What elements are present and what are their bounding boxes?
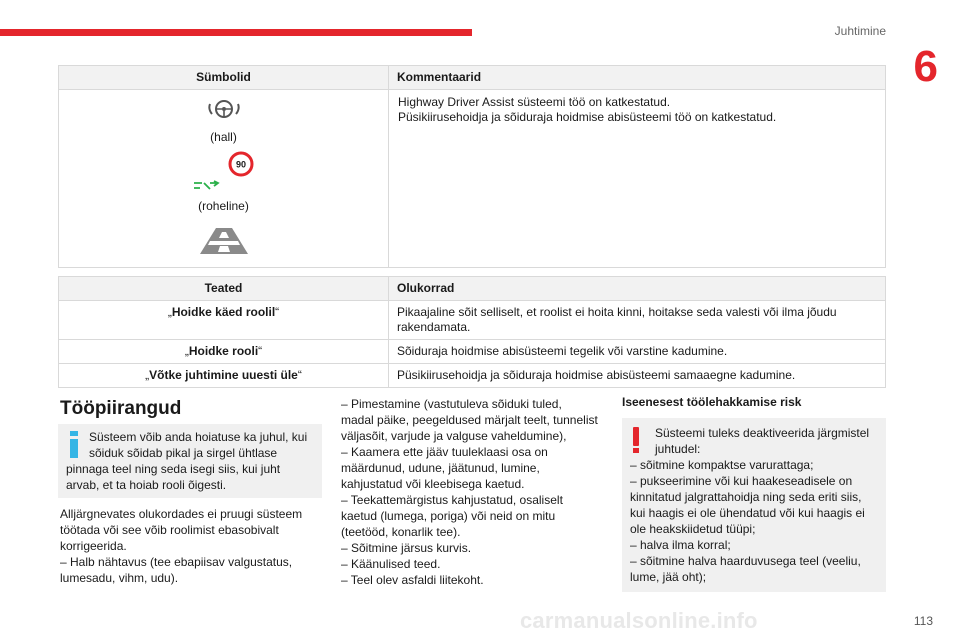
info-note-line: Süsteem võib anda hoiatuse ka juhul, kui bbox=[89, 430, 308, 444]
paragraph-line: töötada või see võib roolimist ebasobivalt bbox=[60, 523, 279, 537]
comment-line: Highway Driver Assist süsteemi töö on katkestatud. bbox=[398, 95, 671, 109]
warning-note bbox=[622, 418, 886, 592]
lane-road-icon bbox=[59, 226, 388, 260]
page-number: 113 bbox=[913, 614, 933, 628]
watermark: carmanualsonline.info bbox=[520, 608, 758, 633]
warning-note-line: lume, jää oht); bbox=[630, 570, 707, 584]
situation-cell: Püsikiirusehoidja ja sõiduraja hoidmise abisüsteemi samaaegne kadumine. bbox=[389, 364, 886, 388]
steering-wheel-hands-icon bbox=[59, 98, 388, 124]
warning-note-line: Süsteemi tuleks deaktiveerida järgmistel bbox=[655, 426, 870, 440]
limits-heading: Tööpiirangud bbox=[60, 398, 182, 419]
paragraph-line: – Käänulised teed. bbox=[341, 557, 441, 571]
warning-note-line: ole heakskiidetud tüüpi; bbox=[630, 522, 756, 536]
paragraph-line: – Halb nähtavus (tee ebapiisav valgustatus, bbox=[60, 555, 293, 569]
situations-header: Olukorrad bbox=[389, 277, 886, 301]
warning-note-line: – sõitmine kompaktse varurattaga; bbox=[630, 458, 814, 472]
paragraph-line: kahjustatud või kleebisega kaetud. bbox=[341, 477, 525, 491]
info-note bbox=[58, 424, 322, 498]
warning-note-line: – halva ilma korral; bbox=[630, 538, 731, 552]
comment-line: Püsikiirusehoidja ja sõiduraja hoidmise abisüsteemi töö on katkestatud. bbox=[398, 110, 777, 124]
warning-note-line: kui haagis ei ole ühendatud või kui haagis ei bbox=[630, 506, 865, 520]
messages-header: Teated bbox=[59, 277, 389, 301]
situation-cell: Sõiduraja hoidmise abisüsteemi tegelik või varstine kadumine. bbox=[389, 340, 886, 364]
paragraph-line: – Teekattemärgistus kahjustatud, osaliselt bbox=[341, 493, 563, 507]
situation-cell: Pikaajaline sõit selliselt, et roolist ei hoita kinni, hoitakse seda valesti või ilma jõudu rakendamata. bbox=[389, 301, 886, 340]
header-accent-bar bbox=[0, 29, 472, 36]
section-title: Juhtimine bbox=[834, 24, 886, 38]
speed-sign-value: 90 bbox=[235, 159, 246, 170]
info-note-line: arvab, et ta hoiab rooli õigesti. bbox=[66, 478, 227, 492]
paragraph-line: madal päike, peegeldused märjalt teelt, tunnelist bbox=[341, 413, 598, 427]
table-row bbox=[59, 340, 886, 364]
symbols-header: Sümbolid bbox=[59, 66, 389, 90]
message-text: Hoidke käed roolil bbox=[171, 305, 276, 319]
warning-note-line: kinnitatud jalgrattahoidja ning seda eriti siis, bbox=[630, 490, 862, 504]
comments-header: Kommentaarid bbox=[389, 66, 886, 90]
info-icon bbox=[68, 431, 80, 459]
message-text: Võtke juhtimine uuesti üle bbox=[149, 368, 298, 382]
message-cell: „Võtke juhtimine uuesti üle“ bbox=[59, 364, 389, 388]
paragraph-line: Alljärgnevates olukordades ei pruugi süsteem bbox=[60, 507, 303, 521]
symbols-comment-cell bbox=[389, 90, 886, 268]
info-note-line: sõiduk sõidab pikal ja sirgel ühtlase bbox=[89, 446, 278, 460]
warning-exclamation-icon bbox=[630, 427, 642, 455]
warning-note-line: – sõitmine halva haarduvusega teel (veeliu, bbox=[630, 554, 861, 568]
paragraph-line: (teetööd, konarlik tee). bbox=[341, 525, 461, 539]
grey-label: (hall) bbox=[210, 130, 237, 144]
paragraph-line: – Sõitmine järsus kurvis. bbox=[341, 541, 472, 555]
paragraph-line: – Teel olev asfaldi liitekoht. bbox=[341, 573, 484, 587]
paragraph-line: kaetud (lumega, poriga) või neid on mitu bbox=[341, 509, 556, 523]
paragraph-line: määrdunud, udune, jäätunud, lumine, bbox=[341, 461, 540, 475]
paragraph-line: korrigeerida. bbox=[60, 539, 127, 553]
paragraph-line: lumesadu, vihm, udu). bbox=[60, 571, 179, 585]
table-row bbox=[59, 301, 886, 340]
risk-heading: Iseenesest töölehakkamise risk bbox=[622, 395, 802, 409]
limits-column-1 bbox=[60, 506, 322, 586]
green-label: (roheline) bbox=[198, 199, 249, 213]
paragraph-line: – Pimestamine (vastutuleva sõiduki tuled, bbox=[341, 397, 562, 411]
table-row bbox=[59, 364, 886, 388]
message-cell: „Hoidke rooli“ bbox=[59, 340, 389, 364]
green-steering-assist-icon bbox=[59, 179, 388, 197]
info-note-line: pinnaga teel ning seda isegi siis, kui juht bbox=[66, 462, 281, 476]
speed-limit-sign-icon bbox=[59, 151, 388, 181]
paragraph-line: väljasõit, varjude ja valguse vaheldumine), bbox=[341, 429, 567, 443]
message-text: Hoidke rooli bbox=[188, 344, 259, 358]
chapter-number: 6 bbox=[913, 42, 938, 91]
message-cell: „Hoidke käed roolil“ bbox=[59, 301, 389, 340]
symbols-cell bbox=[59, 90, 389, 268]
limits-column-2 bbox=[341, 396, 603, 588]
symbols-table bbox=[58, 65, 886, 268]
warning-note-line: – pukseerimine või kui haakeseadisele on bbox=[630, 474, 853, 488]
messages-table bbox=[58, 276, 886, 388]
warning-note-line: juhtudel: bbox=[655, 442, 701, 456]
paragraph-line: – Kaamera ette jääv tuuleklaasi osa on bbox=[341, 445, 548, 459]
